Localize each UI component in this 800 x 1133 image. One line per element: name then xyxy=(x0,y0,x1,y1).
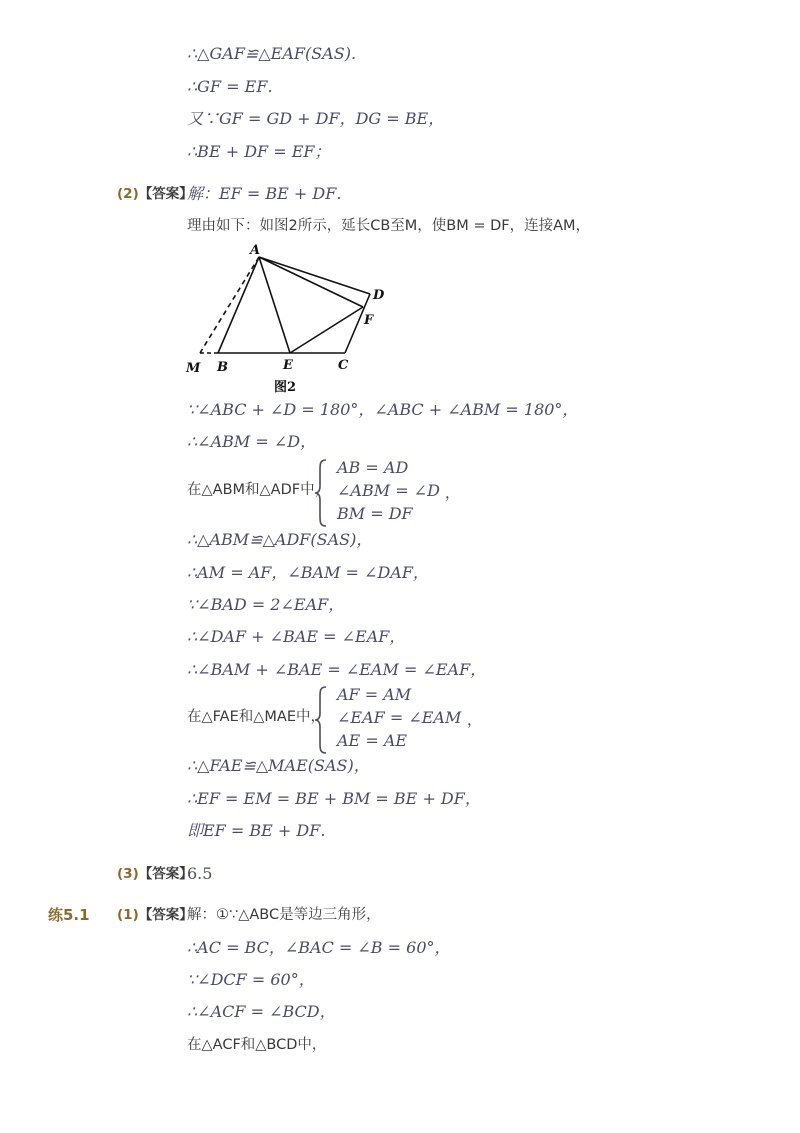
proof-line: ∴EF = EM = BE + BM = BE + DF， xyxy=(187,789,481,808)
label-m: M xyxy=(186,361,201,376)
brace-label: 在△FAE和△MAE中， xyxy=(187,709,325,725)
proof-line: ∴BE + DF = EF； xyxy=(187,142,331,161)
label-b: B xyxy=(217,360,228,375)
exercise-tag xyxy=(117,905,193,925)
proof-line: ∴△FAE≌△MAE(SAS)， xyxy=(187,756,370,775)
proof-line: ∴∠DAF + ∠BAE = ∠EAF， xyxy=(187,627,406,646)
answer-tag: 【答案】 xyxy=(138,907,193,923)
label-a: A xyxy=(250,243,261,258)
label-d: D xyxy=(373,288,385,303)
brace-tail: ， xyxy=(445,486,460,502)
reason-line: 理由如下：如图2所示，延长CB至M，使BM = DF，连接AM， xyxy=(187,218,591,234)
left-brace xyxy=(314,685,328,755)
proof-line: 在△ACF和△BCD中， xyxy=(187,1037,327,1053)
label-e: E xyxy=(283,358,293,373)
exercise-label: 练5.1 xyxy=(48,906,90,924)
line-af xyxy=(259,257,363,307)
geometry-figure xyxy=(180,238,400,398)
brace-label: 在△ABM和△ADF中， xyxy=(187,482,330,498)
part3-tag xyxy=(117,864,193,884)
answer-tag: 【答案】 xyxy=(138,186,193,202)
proof-line: ∴AC = BC，∠BAC = ∠B = 60°， xyxy=(187,938,451,957)
proof-line: ∴∠BAM + ∠BAE = ∠EAM = ∠EAF， xyxy=(187,660,487,679)
part-number: (2) xyxy=(117,186,139,202)
proof-line: ∴∠ABM = ∠D， xyxy=(187,432,317,451)
line-ad xyxy=(259,257,370,294)
brace-row: BM = DF xyxy=(337,504,413,523)
figure-caption: 图2 xyxy=(274,380,297,395)
brace-row: ∠EAF = ∠EAM xyxy=(337,708,462,727)
proof-line: 又∵GF = GD + DF，DG = BE， xyxy=(187,109,445,128)
line-ae xyxy=(259,257,290,353)
brace-row: AF = AM xyxy=(337,685,412,704)
proof-line: ∴△ABM≌△ADF(SAS)， xyxy=(187,530,373,549)
brace-rows xyxy=(337,683,461,752)
brace-rows xyxy=(337,456,440,525)
answer-tag: 【答案】 xyxy=(138,866,193,882)
left-brace xyxy=(314,458,328,528)
part2-tag xyxy=(117,184,193,204)
label-f: F xyxy=(364,313,374,328)
brace-tail: ， xyxy=(467,713,482,729)
proof-line: ∴∠ACF = ∠BCD， xyxy=(187,1002,336,1021)
proof-line: 即EF = BE + DF． xyxy=(187,821,337,840)
line-ef xyxy=(290,307,363,353)
label-c: C xyxy=(338,358,349,373)
answer-line: 解：EF = BE + DF． xyxy=(187,184,353,203)
part-number: (1) xyxy=(117,907,139,923)
brace-row: AB = AD xyxy=(337,458,409,477)
brace-row: ∠ABM = ∠D xyxy=(337,481,440,500)
proof-line: ∴△GAF≌△EAF(SAS)． xyxy=(187,44,367,63)
line-ab xyxy=(218,257,259,353)
proof-line: ∴AM = AF，∠BAM = ∠DAF， xyxy=(187,563,429,582)
proof-line: 解：①∵△ABC是等边三角形， xyxy=(187,907,381,923)
proof-line: ∵∠BAD = 2∠EAF， xyxy=(187,595,345,614)
answer-value: 6.5 xyxy=(187,864,213,883)
proof-line: ∴GF = EF． xyxy=(187,77,284,96)
brace-row: AE = AE xyxy=(337,731,408,750)
proof-line: ∵∠ABC + ∠D = 180°，∠ABC + ∠ABM = 180°， xyxy=(187,400,579,419)
part-number: (3) xyxy=(117,866,139,882)
line-am-dashed xyxy=(200,257,259,353)
proof-line: ∵∠DCF = 60°， xyxy=(187,970,315,989)
